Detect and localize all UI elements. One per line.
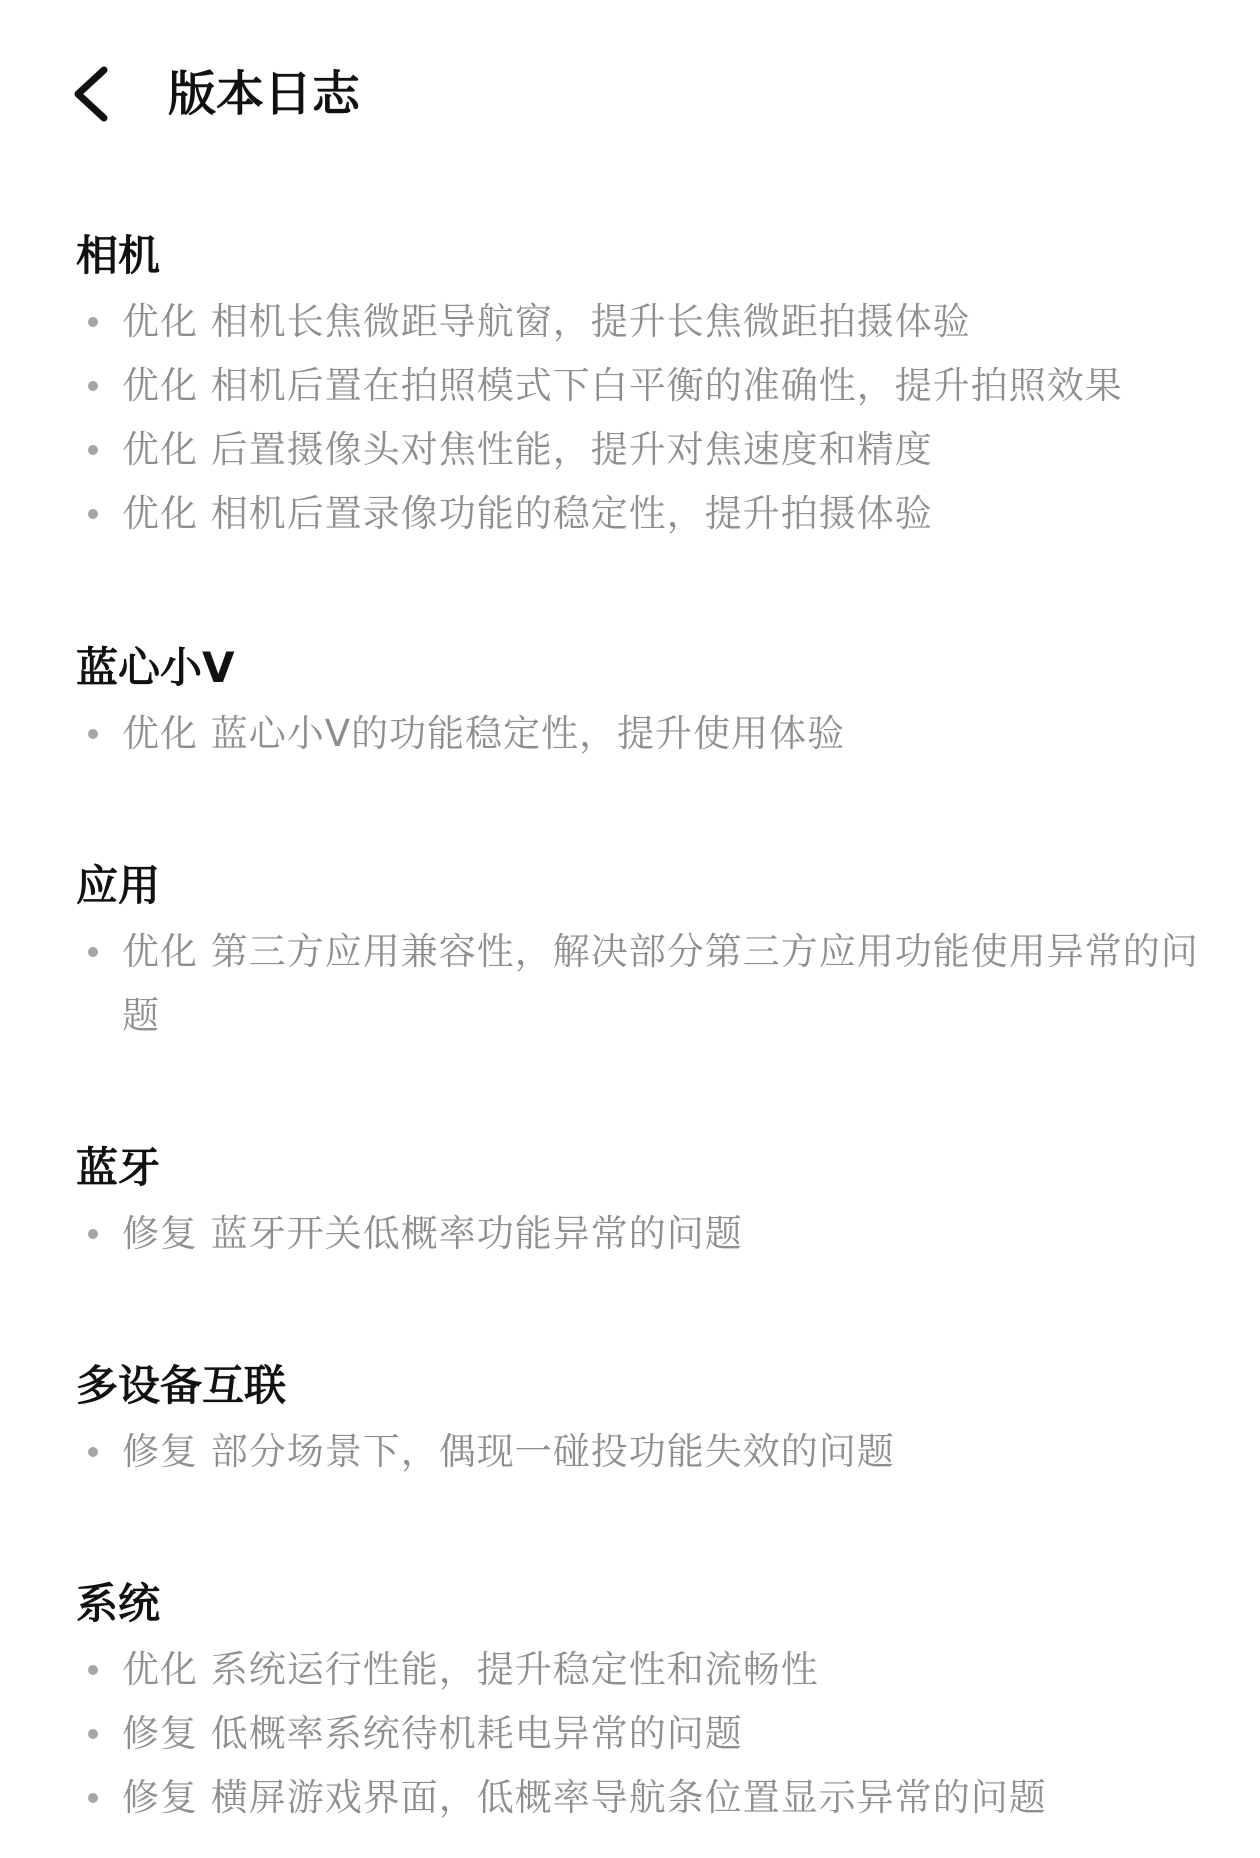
- list-item: [76, 290, 1204, 354]
- change-text: 修复 横屏游戏界面，低概率导航条位置显示异常的问题: [122, 1776, 1047, 1819]
- list-item: [76, 702, 1204, 766]
- bullet-dot: [88, 1229, 98, 1239]
- bullet-dot: [88, 445, 98, 455]
- back-button[interactable]: [66, 62, 122, 126]
- section-title: 应用: [76, 861, 161, 910]
- section-title: 多设备互联: [76, 1361, 287, 1410]
- change-list: [76, 702, 1196, 766]
- change-text: 修复 蓝牙开关低概率功能异常的问题: [122, 1212, 743, 1255]
- change-list: [76, 290, 1196, 546]
- list-item: [76, 1202, 1204, 1266]
- bullet-dot: [88, 1729, 98, 1739]
- section-camera: [76, 226, 1196, 546]
- change-list: [76, 1638, 1196, 1830]
- list-item: [76, 1766, 1204, 1830]
- bullet-dot: [88, 1447, 98, 1457]
- list-item: [76, 418, 1204, 482]
- bullet-dot: [88, 509, 98, 519]
- change-list: [76, 920, 1199, 1048]
- chevron-left-icon: [66, 62, 122, 126]
- change-text: 优化 蓝心小V的功能稳定性，提升使用体验: [122, 712, 846, 755]
- section-title: 蓝牙: [76, 1143, 161, 1192]
- change-text: 修复 部分场景下，偶现一碰投功能失效的问题: [122, 1430, 895, 1473]
- section-multi-device: [76, 1356, 1196, 1484]
- bullet-dot: [88, 1665, 98, 1675]
- bullet-dot: [88, 1793, 98, 1803]
- change-text: 优化 相机后置在拍照模式下白平衡的准确性，提升拍照效果: [122, 364, 1123, 407]
- list-item: [76, 1702, 1204, 1766]
- list-item: [76, 482, 1204, 546]
- section-bluevoice: [76, 638, 1196, 766]
- change-list: [76, 1202, 1196, 1266]
- section-title: 相机: [76, 231, 161, 280]
- page-title: 版本日志: [168, 66, 361, 122]
- section-system: [76, 1574, 1196, 1830]
- list-item: [76, 1420, 1204, 1484]
- section-title: 蓝心小V: [76, 643, 235, 692]
- section-apps: [76, 856, 1199, 1048]
- change-text: 优化 相机后置录像功能的稳定性，提升拍摄体验: [122, 492, 933, 535]
- section-title: 系统: [76, 1579, 161, 1628]
- change-text: 优化 第三方应用兼容性，解决部分第三方应用功能使用异常的问题: [122, 930, 1199, 1037]
- list-item: [76, 354, 1204, 418]
- bullet-dot: [88, 317, 98, 327]
- change-text: 优化 后置摄像头对焦性能，提升对焦速度和精度: [122, 428, 933, 471]
- list-item: [76, 920, 1204, 1048]
- bullet-dot: [88, 729, 98, 739]
- change-text: 优化 系统运行性能，提升稳定性和流畅性: [122, 1648, 819, 1691]
- top-bar: [0, 0, 1260, 190]
- section-bluetooth: [76, 1138, 1196, 1266]
- bullet-dot: [88, 947, 98, 957]
- change-list: [76, 1420, 1196, 1484]
- list-item: [76, 1638, 1204, 1702]
- change-text: 修复 低概率系统待机耗电异常的问题: [122, 1712, 743, 1755]
- bullet-dot: [88, 381, 98, 391]
- change-text: 优化 相机长焦微距导航窗，提升长焦微距拍摄体验: [122, 300, 971, 343]
